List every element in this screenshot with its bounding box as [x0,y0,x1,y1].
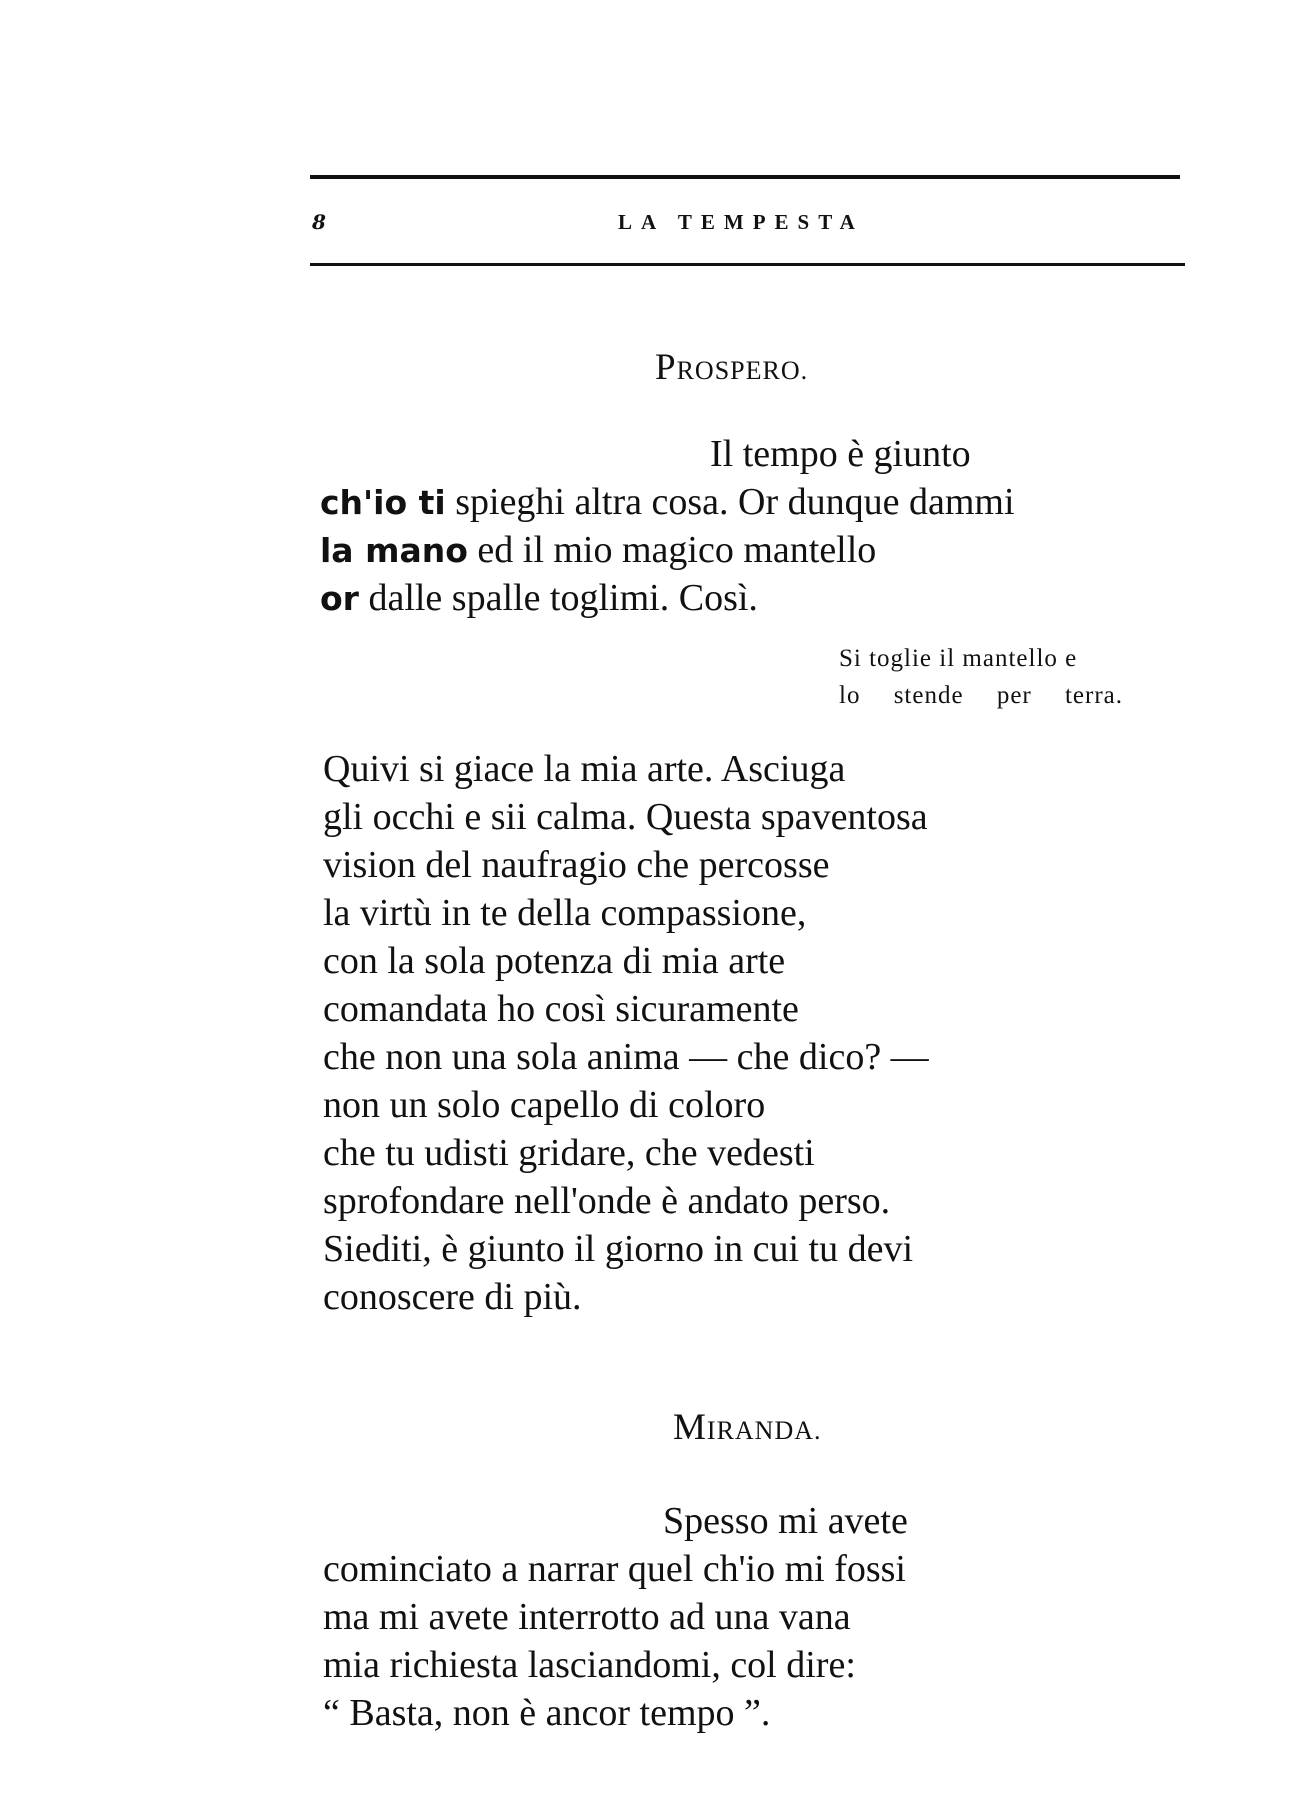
verse-line: cominciato a narrar quel ch'io mi fossi [323,1548,906,1590]
verse-line [320,430,1015,478]
verse-line: non un solo capello di coloro [323,1084,766,1126]
verse-line: la virtù in te della compassione, [323,892,807,934]
speaker-name-miranda [673,1406,822,1449]
verse-text: dalle spalle toglimi. Così. [358,577,758,619]
verse-line: ma mi avete interrotto ad una vana [323,1596,851,1638]
verse-line: Quivi si giace la mia arte. Asciuga [323,748,846,790]
speaker-initial: P [655,347,677,388]
miranda-verse-1 [323,1497,908,1737]
stage-direction-line: Si toglie il mantello e [839,645,1078,672]
verse-line: con la sola potenza di mia arte [323,940,786,982]
verse-line: conoscere di più. [323,1276,582,1318]
verse-line: “ Basta, non è ancor tempo ”. [323,1692,771,1734]
verse-line: che tu udisti gridare, che vedesti [323,1132,815,1174]
verse-line: Spesso mi avete [663,1500,908,1542]
verse-line: sprofondare nell'onde è andato perso. [323,1180,891,1222]
speaker-small-caps: ROSPERO. [676,356,809,385]
verse-bold-start: ch'io ti [320,483,446,522]
verse-text: ed il mio magico mantello [467,529,877,571]
header-top-rule [310,175,1180,179]
verse-line: che non una sola anima — che dico? — [323,1036,929,1078]
speaker-name-prospero [655,346,808,389]
verse-line: gli occhi e sii calma. Questa spaventosa [323,796,928,838]
speaker-small-caps: IRANDA. [706,1416,822,1445]
verse-text: Il tempo è giunto [710,433,971,475]
verse-line [320,526,1015,574]
stage-direction-line: lo stende per terra. [839,682,1124,709]
verse-line: comandata ho così sicuramente [323,988,799,1030]
running-title: LA TEMPESTA [618,210,864,234]
running-head [312,210,1182,240]
verse-bold-start: or [320,579,359,618]
verse-line: mia richiesta lasciandomi, col dire: [323,1644,856,1686]
verse-line [320,478,1015,526]
verse-line: Siediti, è giunto il giorno in cui tu devi [323,1228,914,1270]
verse-bold-start: la mano [320,531,468,570]
header-bottom-rule [310,263,1185,266]
speaker-initial: M [673,1407,707,1448]
prospero-verse-2 [323,745,929,1321]
prospero-verse-1 [320,430,1015,622]
page-number: 8 [312,210,326,234]
verse-text: spieghi altra cosa. Or dunque dammi [445,481,1015,523]
verse-line [320,574,1015,622]
stage-direction [839,640,1123,714]
verse-line: vision del naufragio che percosse [323,844,830,886]
